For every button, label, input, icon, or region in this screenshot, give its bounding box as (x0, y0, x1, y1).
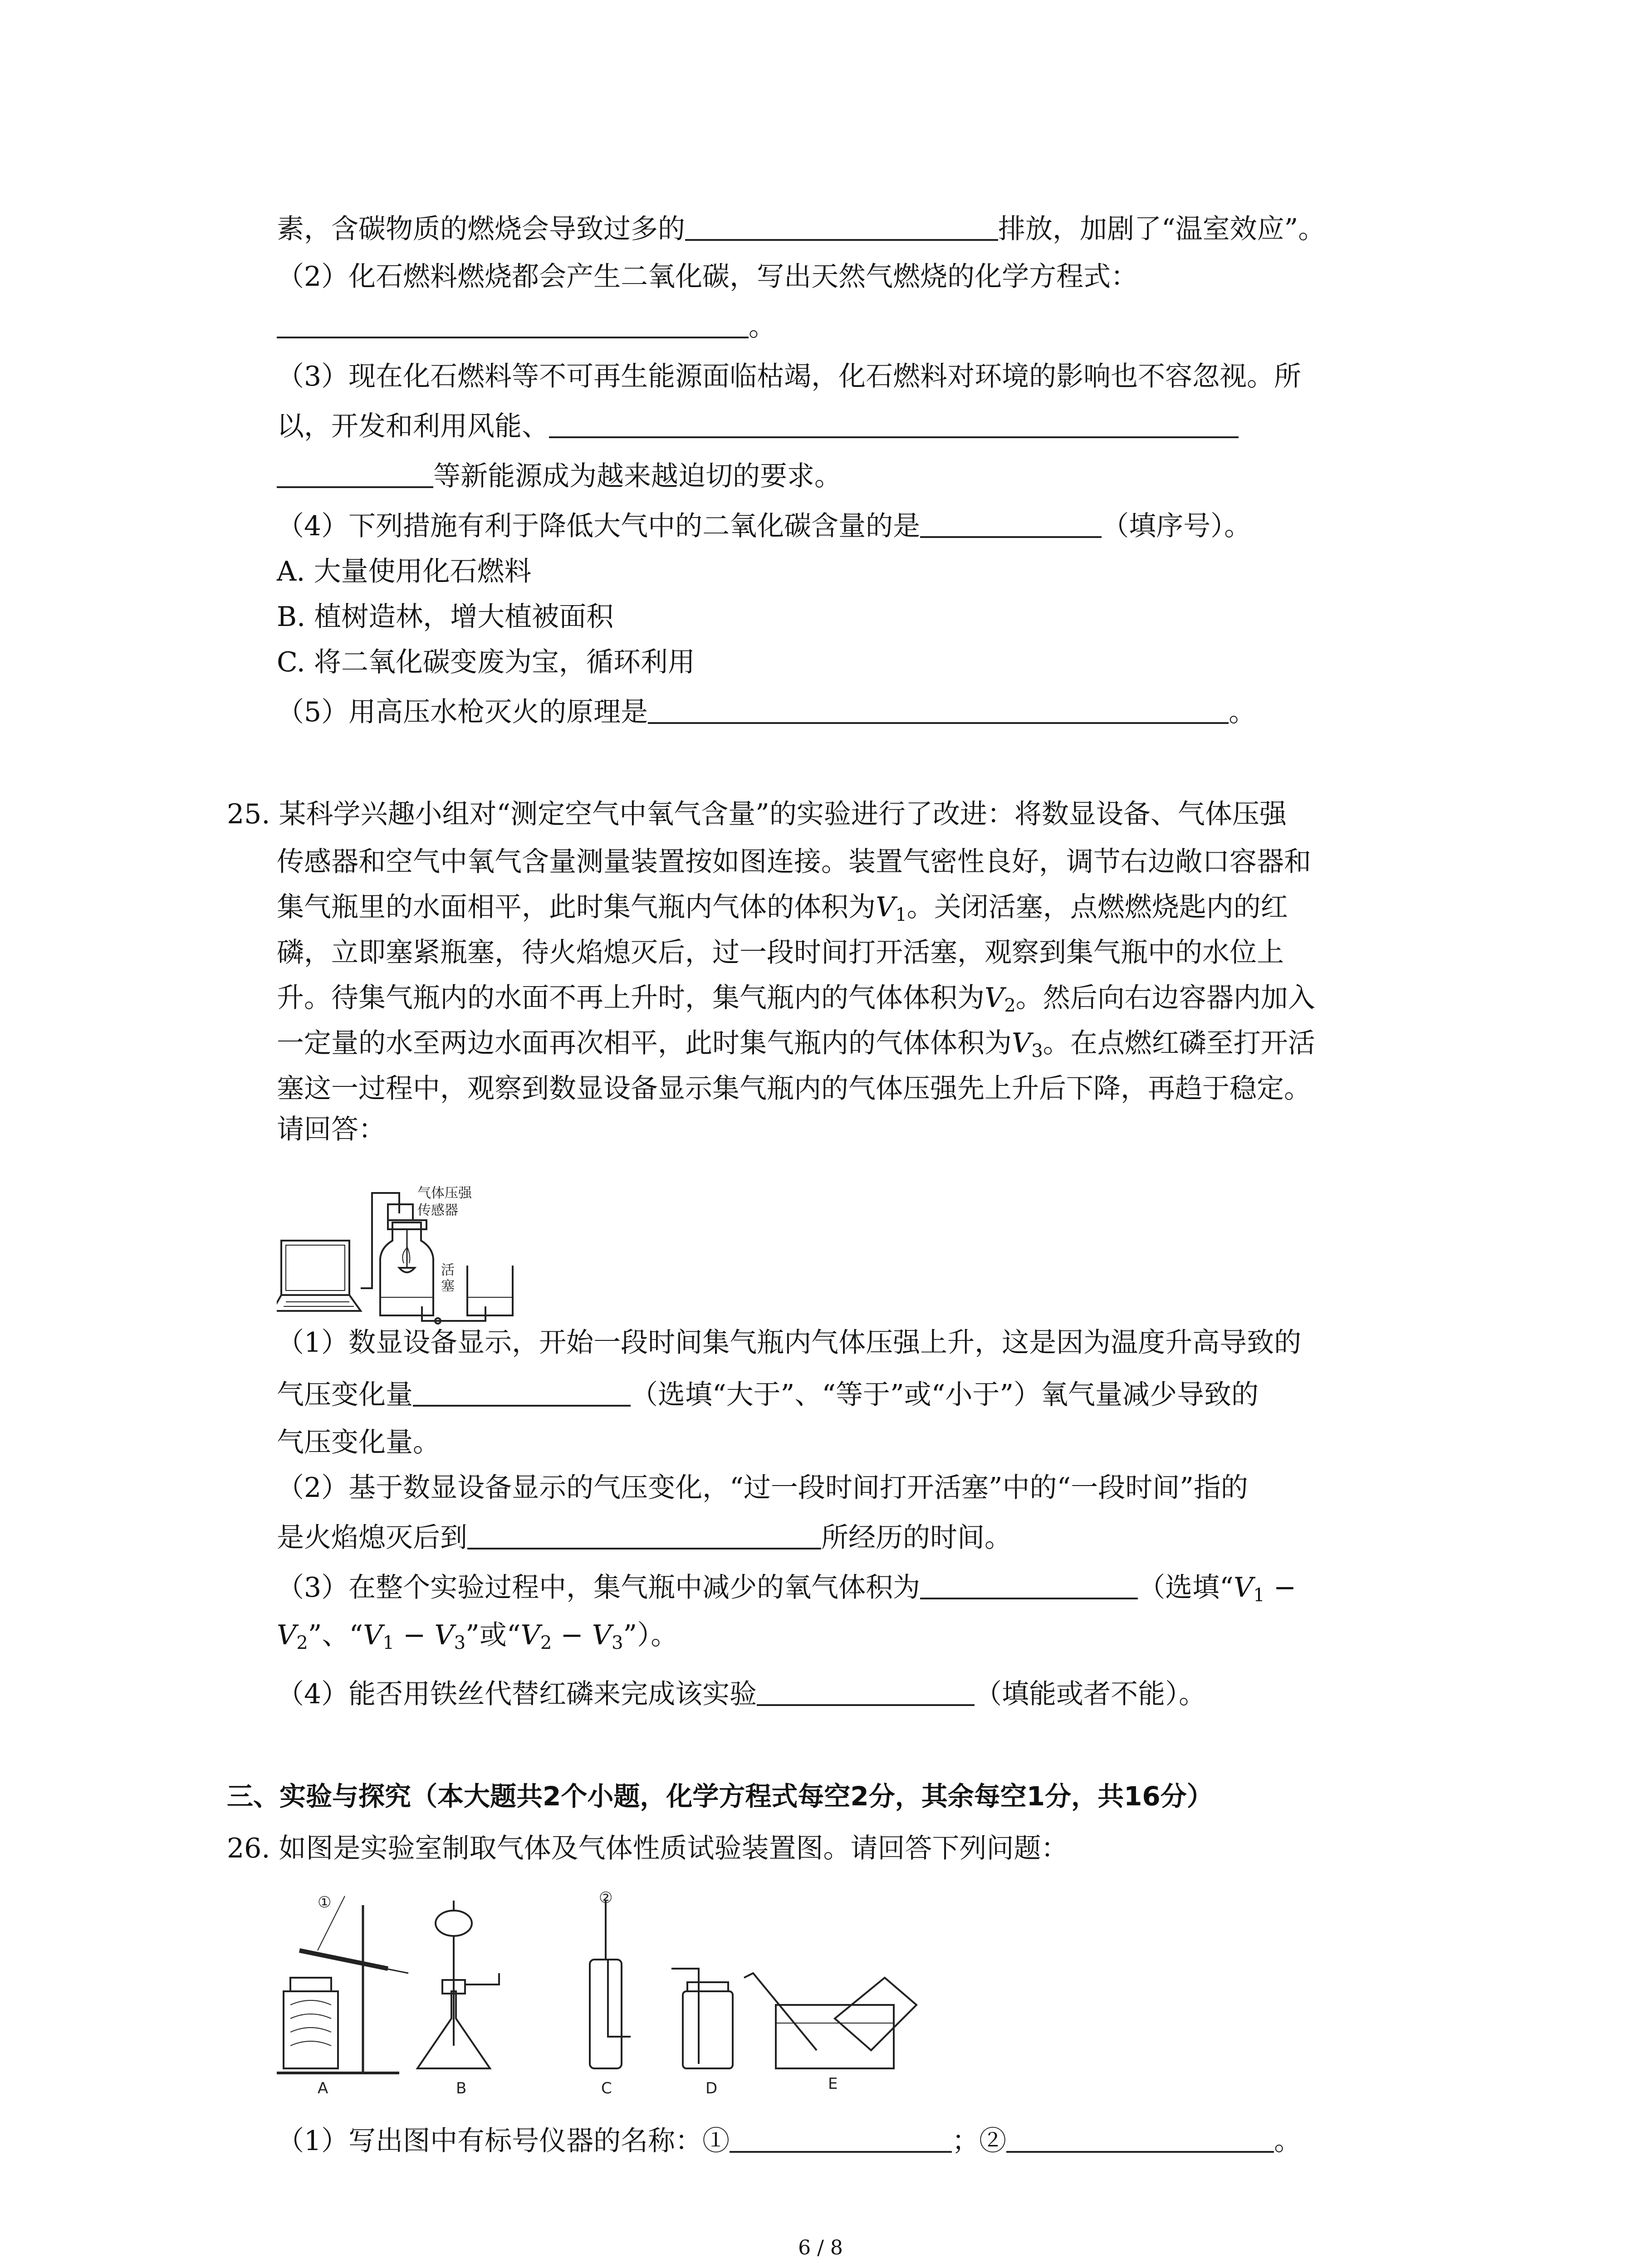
q24-sub3-line3: 等新能源成为越来越迫切的要求。 (277, 458, 842, 494)
q24-line-a: 素，含碳物质的燃烧会导致过多的 排放，加剧了“温室效应”。 (277, 211, 1325, 247)
pressure-sensor-apparatus-figure (277, 1179, 558, 1329)
q24-sub2: （2）化石燃料燃烧都会产生二氧化碳，写出天然气燃烧的化学方程式： (277, 261, 1138, 293)
q25-p1: 25. 某科学兴趣小组对“测定空气中氧气含量”的实验进行了改进：将数显设备、气体压强 (227, 798, 1287, 830)
answer-blank[interactable] (549, 408, 1239, 438)
answer-blank[interactable] (730, 2123, 952, 2153)
open-container (467, 1266, 513, 1315)
q25-p5: 升。待集气瓶内的水面不再上升时，集气瓶内的气体体积为$V_2$。然后向右边容器内加入 (277, 982, 1315, 1016)
answer-blank[interactable] (648, 694, 1229, 724)
q25-s3-line1: （3）在整个实验过程中，集气瓶中减少的氧气体积为 （选填“$V_1$ − (277, 1569, 1296, 1613)
connecting-tube (422, 1306, 485, 1321)
svg-text:A: A (318, 2079, 328, 2097)
svg-text:活: 活 (441, 1262, 455, 1278)
q25-p8: 请回答： (277, 1114, 386, 1145)
option-b: B. 植树造林，增大植被面积 (277, 601, 614, 633)
flame (402, 1247, 410, 1263)
svg-text:B: B (456, 2079, 467, 2097)
svg-text:C: C (601, 2079, 612, 2097)
answer-blank[interactable] (277, 458, 433, 488)
answer-blank[interactable] (757, 1676, 975, 1706)
pressure-sensor (388, 1204, 413, 1220)
wood-block (284, 1991, 338, 2068)
page-number: 6 / 8 (798, 2236, 843, 2259)
section-heading: 三、实验与探究（本大题共2个小题，化学方程式每空2分，其余每空1分，共16分） (227, 1781, 1213, 1812)
q26-s1: （1）写出图中有标号仪器的名称：① ；② 。 (277, 2123, 1301, 2159)
answer-blank[interactable] (1006, 2123, 1274, 2153)
q25-p4: 磷，立即塞紧瓶塞，待火焰熄灭后，过一段时间打开活塞，观察到集气瓶中的水位上 (277, 937, 1284, 968)
q24-sub3-line1: （3）现在化石燃料等不可再生能源面临枯竭，化石燃料对环境的影响也不容忽视。所 (277, 361, 1302, 392)
answer-blank[interactable] (277, 308, 749, 338)
q25-s2-line2: 是火焰熄灭后到 所经历的时间。 (277, 1520, 1012, 1556)
q26-stem: 26. 如图是实验室制取气体及气体性质试验装置图。请回答下列问题： (227, 1833, 1068, 1864)
q25-s4: （4）能否用铁丝代替红磷来完成该实验 （填能或者不能）。 (277, 1676, 1206, 1712)
gas-bottle-c (590, 1960, 622, 2068)
water-trough (776, 2005, 894, 2068)
answer-blank[interactable] (920, 1569, 1138, 1599)
svg-text:气体压强: 气体压强 (417, 1185, 472, 1201)
q24-sub4: （4）下列措施有利于降低大气中的二氧化碳含量的是 （填序号）。 (277, 508, 1251, 544)
q24-sub5: （5）用高压水枪灭火的原理是 。 (277, 694, 1256, 730)
q25-s1-line2: 气压变化量 （选填“大于”、“等于”或“小于”）氧气量减少导致的 (277, 1377, 1259, 1413)
laptop-base (277, 1295, 361, 1311)
q24-sub2-answer: 。 (277, 308, 776, 345)
laptop-screen (281, 1241, 349, 1295)
svg-text:传感器: 传感器 (417, 1202, 458, 1218)
q25-p2: 传感器和空气中氧气含量测量装置按如图连接。装置气密性良好，调节右边敞口容器和 (277, 846, 1311, 878)
alcohol-lamp-top (290, 1978, 331, 1991)
q25-p3: 集气瓶里的水面相平，此时集气瓶内气体的体积为$V_1$。关闭活塞，点燃燃烧匙内的红 (277, 891, 1288, 925)
svg-text:E: E (828, 2075, 838, 2093)
q25-s1-line1: （1）数显设备显示，开始一段时间集气瓶内气体压强上升，这是因为温度升高导致的 (277, 1327, 1302, 1359)
svg-text:D: D (705, 2079, 718, 2097)
q24-sub3-line2: 以，开发和利用风能、 (277, 408, 1239, 445)
q25-p7: 塞这一过程中，观察到数显设备显示集气瓶内的气体压强先上升后下降，再趋于稳定。 (277, 1073, 1311, 1105)
q25-s2-line1: （2）基于数显设备显示的气压变化，“过一段时间打开活塞”中的“一段时间”指的 (277, 1472, 1248, 1504)
answer-blank[interactable] (685, 211, 998, 241)
option-a: A. 大量使用化石燃料 (277, 556, 532, 587)
burning-spoon (399, 1268, 415, 1272)
delivery-tube (744, 1973, 817, 2050)
svg-text:塞: 塞 (441, 1278, 455, 1294)
label-1: ① (318, 1893, 332, 1911)
answer-blank[interactable] (920, 508, 1102, 538)
answer-blank[interactable] (467, 1520, 821, 1549)
separatory-funnel (436, 1911, 472, 1936)
option-c: C. 将二氧化碳变废为宝，循环利用 (277, 646, 695, 678)
q25-s3-line2: $V_2$”、“$V_1 - V_3$”或“$V_2$ − $V_3$”）。 (277, 1619, 678, 1653)
lab-apparatus-figure (272, 1887, 962, 2100)
gas-bottle-d (683, 1991, 733, 2068)
q25-s1-line3: 气压变化量。 (277, 1427, 440, 1458)
label-2: ② (599, 1889, 613, 1907)
answer-blank[interactable] (413, 1377, 631, 1407)
inverted-bottle (835, 1978, 916, 2050)
q25-p6: 一定量的水至两边水面再次相平，此时集气瓶内的气体体积为$V_3$。在点燃红磷至打开活 (277, 1027, 1315, 1061)
